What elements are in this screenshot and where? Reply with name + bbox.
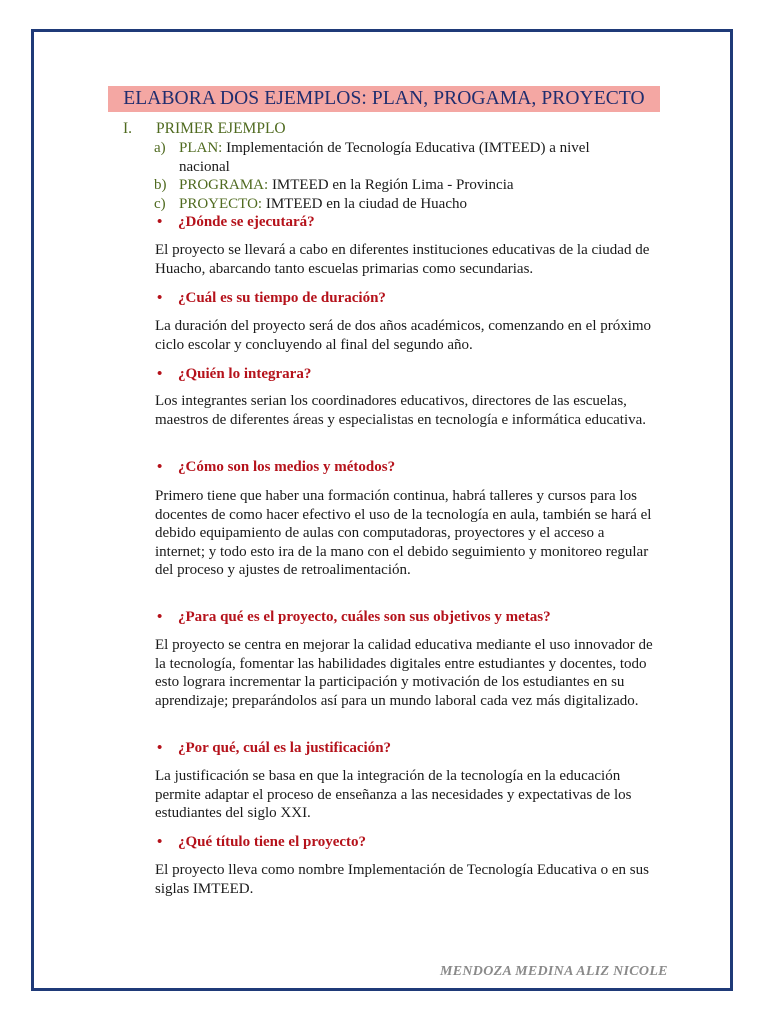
question-heading xyxy=(157,609,551,626)
bullet-icon: • xyxy=(157,459,163,475)
author-footer: MENDOZA MEDINA ALIZ NICOLE xyxy=(440,964,668,979)
answer-paragraph: El proyecto se llevará a cabo en diferentes instituciones educativas de la ciudad de Huacho, abarcando tanto escuelas primarias como secundarias. xyxy=(155,242,650,277)
question-heading xyxy=(157,214,315,231)
list-text: IMTEED en la Región Lima - Provincia xyxy=(268,177,514,193)
list-item-programa xyxy=(154,176,624,195)
title-text: ELABORA DOS EJEMPLOS: PLAN, PROGAMA, PROYECTO xyxy=(123,88,645,109)
question-text: ¿Cuál es su tiempo de duración? xyxy=(178,290,386,306)
list-text: IMTEED en la ciudad de Huacho xyxy=(262,195,468,212)
list-item-proyecto xyxy=(154,195,624,214)
document-title xyxy=(108,86,660,112)
bullet-icon: • xyxy=(157,214,163,230)
question-text: ¿Quién lo integrara? xyxy=(178,366,312,382)
list-label: PLAN: xyxy=(179,140,223,156)
question-heading xyxy=(157,366,311,383)
list-item-plan xyxy=(154,139,624,176)
question-text: ¿Qué título tiene el proyecto? xyxy=(178,834,367,850)
question-text: ¿Para qué es el proyecto, cuáles son sus objetivos y metas? xyxy=(178,609,551,625)
question-text: ¿Por qué, cuál es la justificación? xyxy=(178,740,392,756)
question-text: ¿Dónde se ejecutará? xyxy=(178,214,315,230)
bullet-icon: • xyxy=(157,290,163,306)
example-list xyxy=(154,139,624,213)
question-text: ¿Cómo son los medios y métodos? xyxy=(178,459,396,475)
answer-paragraph: Los integrantes serian los coordinadores educativos, directores de las escuelas, maestros de diferentes áreas y especialistas en tecnología e informática educativa. xyxy=(155,393,647,428)
question-heading xyxy=(157,459,395,476)
list-text: Implementación de Tecnología Educativa (IMTEED) a nivel nacional xyxy=(179,140,590,175)
section-label: PRIMER EJEMPLO xyxy=(156,120,286,137)
answer-paragraph: El proyecto lleva como nombre Implementación de Tecnología Educativa o en sus siglas IMTEED. xyxy=(155,862,649,897)
answer-paragraph: La justificación se basa en que la integración de la tecnología en la educación permite adaptar el proceso de enseñanza a las necesidades y expectativas de los estudiantes del siglo XXI. xyxy=(155,768,632,822)
list-letter: a) xyxy=(154,140,166,156)
bullet-icon: • xyxy=(157,740,163,756)
list-letter: c) xyxy=(154,195,166,212)
question-heading xyxy=(157,834,366,851)
section-number: I. xyxy=(123,120,133,137)
list-letter: b) xyxy=(154,177,167,193)
list-label: PROYECTO: xyxy=(179,195,263,212)
bullet-icon: • xyxy=(157,366,163,382)
question-heading xyxy=(157,290,386,307)
answer-paragraph: Primero tiene que haber una formación continua, habrá talleres y cursos para los docentes de como hacer efectivo el uso de la tecnología en aula, también se hará el debido equipamiento de aulas con computadoras, proyectores y el acceso a internet; y todo esto ira de la mano con el debido seguimiento y monitoreo regular del proceso y ajustes de retroalimentación. xyxy=(155,488,652,579)
bullet-icon: • xyxy=(157,834,163,850)
answer-paragraph: El proyecto se centra en mejorar la calidad educativa mediante el uso innovador de la tecnología, fomentar las habilidades digitales entre estudiantes y docentes, todo esto lograra incrementar la participación y motivación de los estudiantes en su aprendizaje; preparándolos así para un mundo laboral cada vez más digitalizado. xyxy=(155,637,653,709)
bullet-icon: • xyxy=(157,609,163,625)
question-heading xyxy=(157,740,391,757)
list-label: PROGRAMA: xyxy=(179,177,269,193)
answer-paragraph: La duración del proyecto será de dos años académicos, comenzando en el próximo ciclo escolar y concluyendo al final del segundo año. xyxy=(155,318,652,353)
section-heading xyxy=(123,120,286,138)
